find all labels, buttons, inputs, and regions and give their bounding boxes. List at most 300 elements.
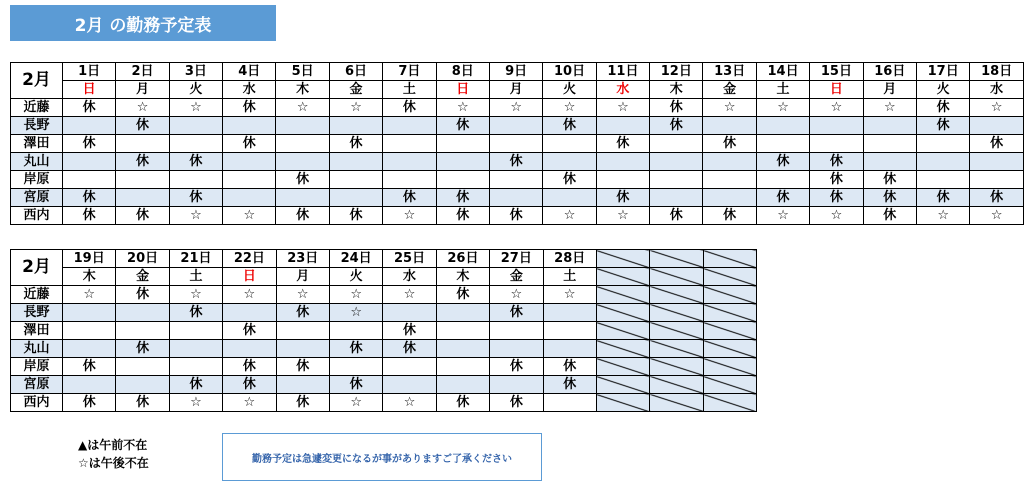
schedule-cell: ☆ bbox=[596, 99, 649, 117]
date-header: 24日 bbox=[329, 250, 382, 268]
schedule-cell bbox=[223, 340, 276, 358]
staff-row bbox=[11, 117, 1024, 135]
schedule-cell: 休 bbox=[916, 189, 969, 207]
schedule-cell: 休 bbox=[810, 153, 863, 171]
empty-hatched-cell bbox=[703, 376, 756, 394]
empty-hatched-cell bbox=[703, 250, 756, 268]
schedule-cell: 休 bbox=[756, 189, 809, 207]
schedule-cell bbox=[436, 358, 489, 376]
schedule-cell bbox=[383, 304, 436, 322]
schedule-cell: 休 bbox=[810, 171, 863, 189]
schedule-cell bbox=[276, 117, 329, 135]
schedule-cell: 休 bbox=[116, 207, 169, 225]
staff-name: 長野 bbox=[11, 117, 63, 135]
schedule-cell bbox=[543, 340, 596, 358]
schedule-cell: 休 bbox=[703, 135, 756, 153]
staff-name: 岸原 bbox=[11, 171, 63, 189]
date-header: 19日 bbox=[63, 250, 116, 268]
schedule-cell bbox=[223, 117, 276, 135]
staff-name: 澤田 bbox=[11, 135, 63, 153]
schedule-cell bbox=[329, 189, 382, 207]
schedule-cell bbox=[543, 135, 596, 153]
schedule-cell bbox=[223, 304, 276, 322]
schedule-cell bbox=[329, 117, 382, 135]
schedule-cell: 休 bbox=[276, 394, 329, 412]
legend-item-morning-absent: ▲は午前不在 bbox=[78, 438, 148, 452]
staff-row bbox=[11, 394, 757, 412]
schedule-cell bbox=[276, 376, 329, 394]
schedule-cell: 休 bbox=[650, 117, 703, 135]
schedule-cell: 休 bbox=[810, 189, 863, 207]
schedule-cell bbox=[810, 135, 863, 153]
schedule-cell: 休 bbox=[383, 322, 436, 340]
schedule-cell bbox=[116, 304, 169, 322]
schedule-table-second-half bbox=[10, 249, 757, 412]
weekday-header: 土 bbox=[169, 268, 222, 286]
schedule-cell: 休 bbox=[169, 376, 222, 394]
schedule-cell: 休 bbox=[223, 322, 276, 340]
schedule-cell bbox=[490, 376, 543, 394]
schedule-cell bbox=[383, 171, 436, 189]
schedule-cell: 休 bbox=[436, 207, 489, 225]
schedule-cell bbox=[329, 153, 382, 171]
date-header: 12日 bbox=[650, 63, 703, 81]
weekday-header: 日 bbox=[223, 268, 276, 286]
schedule-cell: 休 bbox=[756, 153, 809, 171]
weekday-header: 月 bbox=[863, 81, 916, 99]
date-header: 22日 bbox=[223, 250, 276, 268]
notice-box bbox=[222, 433, 542, 481]
staff-row bbox=[11, 340, 757, 358]
empty-hatched-cell bbox=[596, 394, 649, 412]
schedule-cell bbox=[169, 358, 222, 376]
empty-hatched-cell bbox=[596, 250, 649, 268]
staff-name: 近藤 bbox=[11, 99, 63, 117]
schedule-cell: 休 bbox=[329, 207, 382, 225]
schedule-cell: 休 bbox=[169, 304, 222, 322]
schedule-cell: 休 bbox=[63, 358, 116, 376]
schedule-cell bbox=[863, 153, 916, 171]
staff-row bbox=[11, 358, 757, 376]
staff-row bbox=[11, 304, 757, 322]
date-header: 7日 bbox=[383, 63, 436, 81]
schedule-cell bbox=[116, 376, 169, 394]
schedule-cell: 休 bbox=[543, 117, 596, 135]
date-header: 20日 bbox=[116, 250, 169, 268]
schedule-cell: 休 bbox=[650, 207, 703, 225]
date-header: 1日 bbox=[62, 63, 115, 81]
schedule-cell bbox=[650, 153, 703, 171]
schedule-cell bbox=[916, 135, 969, 153]
schedule-cell bbox=[169, 340, 222, 358]
staff-row bbox=[11, 286, 757, 304]
date-header: 2日 bbox=[116, 63, 169, 81]
schedule-cell bbox=[276, 153, 329, 171]
schedule-cell bbox=[756, 171, 809, 189]
schedule-cell bbox=[329, 322, 382, 340]
schedule-cell: 休 bbox=[169, 153, 222, 171]
schedule-cell: ☆ bbox=[863, 99, 916, 117]
schedule-cell: ☆ bbox=[276, 286, 329, 304]
legend bbox=[78, 436, 149, 472]
staff-name: 西内 bbox=[11, 207, 63, 225]
schedule-cell bbox=[489, 135, 542, 153]
schedule-cell: ☆ bbox=[490, 286, 543, 304]
staff-row bbox=[11, 189, 1024, 207]
schedule-cell: ☆ bbox=[223, 394, 276, 412]
schedule-cell bbox=[223, 189, 276, 207]
schedule-cell: 休 bbox=[116, 394, 169, 412]
schedule-cell: ☆ bbox=[329, 394, 382, 412]
schedule-cell bbox=[436, 340, 489, 358]
schedule-cell bbox=[436, 153, 489, 171]
staff-row bbox=[11, 376, 757, 394]
date-header-row bbox=[11, 63, 1024, 81]
schedule-cell: 休 bbox=[383, 99, 436, 117]
weekday-header: 日 bbox=[62, 81, 115, 99]
schedule-cell: ☆ bbox=[489, 99, 542, 117]
empty-hatched-cell bbox=[650, 286, 703, 304]
schedule-cell bbox=[650, 189, 703, 207]
schedule-cell: ☆ bbox=[436, 99, 489, 117]
weekday-header: 火 bbox=[543, 81, 596, 99]
date-header: 4日 bbox=[223, 63, 276, 81]
schedule-cell: 休 bbox=[863, 207, 916, 225]
schedule-cell: ☆ bbox=[810, 99, 863, 117]
schedule-cell: 休 bbox=[970, 189, 1024, 207]
empty-hatched-cell bbox=[650, 268, 703, 286]
schedule-cell: 休 bbox=[383, 340, 436, 358]
schedule-cell: 休 bbox=[490, 394, 543, 412]
schedule-cell bbox=[116, 358, 169, 376]
date-header: 18日 bbox=[970, 63, 1024, 81]
staff-name: 長野 bbox=[11, 304, 63, 322]
empty-hatched-cell bbox=[596, 358, 649, 376]
schedule-cell: 休 bbox=[329, 376, 382, 394]
date-header: 11日 bbox=[596, 63, 649, 81]
weekday-header: 土 bbox=[756, 81, 809, 99]
schedule-cell bbox=[489, 189, 542, 207]
schedule-cell bbox=[703, 189, 756, 207]
page-title: 2月 の勤務予定表 bbox=[10, 5, 276, 41]
schedule-cell: ☆ bbox=[169, 394, 222, 412]
schedule-cell: ☆ bbox=[543, 286, 596, 304]
schedule-cell bbox=[62, 171, 115, 189]
schedule-cell bbox=[383, 135, 436, 153]
schedule-cell: 休 bbox=[62, 135, 115, 153]
empty-hatched-cell bbox=[703, 304, 756, 322]
date-header-row bbox=[11, 250, 757, 268]
date-header: 15日 bbox=[810, 63, 863, 81]
schedule-cell bbox=[436, 376, 489, 394]
empty-hatched-cell bbox=[650, 250, 703, 268]
schedule-cell bbox=[116, 189, 169, 207]
schedule-cell: ☆ bbox=[383, 394, 436, 412]
empty-hatched-cell bbox=[703, 394, 756, 412]
schedule-cell: 休 bbox=[916, 99, 969, 117]
empty-hatched-cell bbox=[703, 268, 756, 286]
schedule-cell bbox=[436, 322, 489, 340]
schedule-cell bbox=[650, 171, 703, 189]
empty-hatched-cell bbox=[703, 322, 756, 340]
schedule-table-first-half bbox=[10, 62, 1024, 225]
weekday-header: 月 bbox=[489, 81, 542, 99]
schedule-cell bbox=[116, 135, 169, 153]
weekday-header: 金 bbox=[490, 268, 543, 286]
staff-name: 宮原 bbox=[11, 189, 63, 207]
schedule-cell: ☆ bbox=[329, 286, 382, 304]
schedule-cell bbox=[863, 135, 916, 153]
empty-hatched-cell bbox=[596, 304, 649, 322]
schedule-cell bbox=[489, 171, 542, 189]
date-header: 16日 bbox=[863, 63, 916, 81]
weekday-header: 火 bbox=[916, 81, 969, 99]
weekday-header-row bbox=[11, 268, 757, 286]
schedule-cell bbox=[596, 171, 649, 189]
schedule-cell: 休 bbox=[276, 207, 329, 225]
schedule-cell: 休 bbox=[436, 189, 489, 207]
weekday-header: 金 bbox=[703, 81, 756, 99]
schedule-cell bbox=[63, 376, 116, 394]
schedule-cell: 休 bbox=[436, 286, 489, 304]
schedule-cell: 休 bbox=[62, 207, 115, 225]
schedule-cell bbox=[436, 171, 489, 189]
schedule-cell: 休 bbox=[863, 171, 916, 189]
schedule-cell: 休 bbox=[596, 135, 649, 153]
schedule-cell bbox=[62, 153, 115, 171]
legend-item-afternoon-absent: ☆は午後不在 bbox=[78, 456, 149, 470]
staff-name: 宮原 bbox=[11, 376, 63, 394]
schedule-cell bbox=[756, 135, 809, 153]
schedule-cell bbox=[63, 322, 116, 340]
weekday-header: 火 bbox=[329, 268, 382, 286]
schedule-cell bbox=[916, 171, 969, 189]
empty-hatched-cell bbox=[596, 286, 649, 304]
staff-name: 近藤 bbox=[11, 286, 63, 304]
empty-hatched-cell bbox=[703, 286, 756, 304]
empty-hatched-cell bbox=[650, 322, 703, 340]
schedule-cell: 休 bbox=[543, 171, 596, 189]
weekday-header: 水 bbox=[223, 81, 276, 99]
staff-row bbox=[11, 153, 1024, 171]
schedule-cell bbox=[970, 171, 1024, 189]
schedule-cell bbox=[596, 117, 649, 135]
staff-name: 丸山 bbox=[11, 153, 63, 171]
empty-hatched-cell bbox=[650, 340, 703, 358]
schedule-cell bbox=[490, 322, 543, 340]
weekday-header: 土 bbox=[383, 81, 436, 99]
schedule-cell: 休 bbox=[863, 189, 916, 207]
schedule-cell bbox=[169, 117, 222, 135]
schedule-cell bbox=[543, 304, 596, 322]
weekday-header: 木 bbox=[436, 268, 489, 286]
schedule-cell bbox=[970, 153, 1024, 171]
staff-row bbox=[11, 171, 1024, 189]
schedule-cell: ☆ bbox=[63, 286, 116, 304]
empty-hatched-cell bbox=[596, 268, 649, 286]
date-header: 23日 bbox=[276, 250, 329, 268]
weekday-header-row bbox=[11, 81, 1024, 99]
schedule-cell bbox=[329, 358, 382, 376]
staff-name: 西内 bbox=[11, 394, 63, 412]
schedule-cell: 休 bbox=[703, 207, 756, 225]
schedule-cell: ☆ bbox=[970, 99, 1024, 117]
date-header: 10日 bbox=[543, 63, 596, 81]
date-header: 28日 bbox=[543, 250, 596, 268]
schedule-cell: 休 bbox=[116, 153, 169, 171]
schedule-cell: 休 bbox=[223, 376, 276, 394]
schedule-cell bbox=[916, 153, 969, 171]
staff-row bbox=[11, 207, 1024, 225]
weekday-header: 日 bbox=[810, 81, 863, 99]
weekday-header: 水 bbox=[383, 268, 436, 286]
schedule-cell bbox=[703, 117, 756, 135]
empty-hatched-cell bbox=[596, 322, 649, 340]
schedule-cell: ☆ bbox=[810, 207, 863, 225]
schedule-cell bbox=[650, 135, 703, 153]
schedule-cell: 休 bbox=[436, 117, 489, 135]
schedule-cell: 休 bbox=[916, 117, 969, 135]
schedule-cell bbox=[169, 322, 222, 340]
date-header: 14日 bbox=[756, 63, 809, 81]
schedule-cell bbox=[276, 322, 329, 340]
empty-hatched-cell bbox=[650, 376, 703, 394]
schedule-cell bbox=[383, 153, 436, 171]
empty-hatched-cell bbox=[596, 376, 649, 394]
schedule-cell bbox=[543, 394, 596, 412]
empty-hatched-cell bbox=[703, 340, 756, 358]
schedule-cell bbox=[436, 304, 489, 322]
weekday-header: 木 bbox=[276, 81, 329, 99]
schedule-cell: ☆ bbox=[116, 99, 169, 117]
schedule-cell: 休 bbox=[490, 304, 543, 322]
schedule-cell: 休 bbox=[650, 99, 703, 117]
empty-hatched-cell bbox=[650, 304, 703, 322]
schedule-cell: ☆ bbox=[916, 207, 969, 225]
schedule-cell bbox=[436, 135, 489, 153]
schedule-cell: ☆ bbox=[970, 207, 1024, 225]
schedule-cell bbox=[276, 135, 329, 153]
schedule-cell bbox=[703, 153, 756, 171]
schedule-cell: ☆ bbox=[383, 207, 436, 225]
schedule-cell bbox=[863, 117, 916, 135]
staff-name: 岸原 bbox=[11, 358, 63, 376]
date-header: 9日 bbox=[489, 63, 542, 81]
schedule-cell: 休 bbox=[276, 304, 329, 322]
date-header: 26日 bbox=[436, 250, 489, 268]
weekday-header: 月 bbox=[116, 81, 169, 99]
schedule-cell bbox=[543, 153, 596, 171]
schedule-cell: 休 bbox=[223, 358, 276, 376]
schedule-cell: 休 bbox=[543, 358, 596, 376]
schedule-cell: 休 bbox=[383, 189, 436, 207]
date-header: 8日 bbox=[436, 63, 489, 81]
schedule-cell: 休 bbox=[329, 340, 382, 358]
schedule-cell: 休 bbox=[63, 394, 116, 412]
schedule-cell: ☆ bbox=[756, 99, 809, 117]
schedule-cell: 休 bbox=[543, 376, 596, 394]
schedule-cell: ☆ bbox=[169, 99, 222, 117]
schedule-cell bbox=[169, 135, 222, 153]
month-label: 2月 bbox=[11, 63, 63, 99]
schedule-cell: 休 bbox=[596, 189, 649, 207]
schedule-cell bbox=[276, 340, 329, 358]
schedule-cell: 休 bbox=[62, 99, 115, 117]
schedule-cell: ☆ bbox=[223, 207, 276, 225]
date-header: 6日 bbox=[329, 63, 382, 81]
schedule-cell: 休 bbox=[116, 286, 169, 304]
schedule-cell bbox=[970, 117, 1024, 135]
schedule-cell bbox=[383, 117, 436, 135]
weekday-header: 木 bbox=[63, 268, 116, 286]
schedule-cell bbox=[276, 189, 329, 207]
empty-hatched-cell bbox=[650, 394, 703, 412]
schedule-cell: ☆ bbox=[756, 207, 809, 225]
schedule-cell: 休 bbox=[169, 189, 222, 207]
schedule-cell: ☆ bbox=[223, 286, 276, 304]
schedule-cell: 休 bbox=[223, 135, 276, 153]
schedule-cell: ☆ bbox=[596, 207, 649, 225]
schedule-cell: ☆ bbox=[276, 99, 329, 117]
date-header: 25日 bbox=[383, 250, 436, 268]
schedule-cell bbox=[543, 322, 596, 340]
schedule-cell: 休 bbox=[276, 171, 329, 189]
schedule-cell: 休 bbox=[116, 340, 169, 358]
schedule-cell: 休 bbox=[276, 358, 329, 376]
schedule-cell bbox=[116, 322, 169, 340]
empty-hatched-cell bbox=[650, 358, 703, 376]
staff-row bbox=[11, 99, 1024, 117]
date-header: 27日 bbox=[490, 250, 543, 268]
schedule-cell bbox=[596, 153, 649, 171]
weekday-header: 水 bbox=[970, 81, 1024, 99]
schedule-cell bbox=[703, 171, 756, 189]
schedule-cell bbox=[490, 340, 543, 358]
schedule-cell bbox=[383, 376, 436, 394]
staff-name: 澤田 bbox=[11, 322, 63, 340]
schedule-cell: 休 bbox=[436, 394, 489, 412]
schedule-cell: ☆ bbox=[383, 286, 436, 304]
date-header: 21日 bbox=[169, 250, 222, 268]
staff-row bbox=[11, 135, 1024, 153]
notice-text: 勤務予定は急遽変更になるが事がありますご了承ください bbox=[252, 453, 512, 465]
schedule-cell bbox=[63, 304, 116, 322]
schedule-cell: ☆ bbox=[543, 99, 596, 117]
date-header: 17日 bbox=[916, 63, 969, 81]
weekday-header: 金 bbox=[116, 268, 169, 286]
schedule-cell: 休 bbox=[490, 358, 543, 376]
schedule-cell bbox=[810, 117, 863, 135]
schedule-cell: 休 bbox=[62, 189, 115, 207]
schedule-cell bbox=[116, 171, 169, 189]
empty-hatched-cell bbox=[596, 340, 649, 358]
schedule-cell bbox=[223, 171, 276, 189]
schedule-cell bbox=[329, 171, 382, 189]
schedule-cell bbox=[489, 117, 542, 135]
schedule-cell: ☆ bbox=[703, 99, 756, 117]
schedule-cell: 休 bbox=[489, 207, 542, 225]
schedule-cell bbox=[383, 358, 436, 376]
schedule-cell: ☆ bbox=[543, 207, 596, 225]
weekday-header: 月 bbox=[276, 268, 329, 286]
staff-row bbox=[11, 322, 757, 340]
schedule-cell: 休 bbox=[116, 117, 169, 135]
weekday-header: 土 bbox=[543, 268, 596, 286]
schedule-cell bbox=[169, 171, 222, 189]
schedule-cell: 休 bbox=[223, 99, 276, 117]
schedule-cell bbox=[62, 117, 115, 135]
schedule-cell: 休 bbox=[970, 135, 1024, 153]
